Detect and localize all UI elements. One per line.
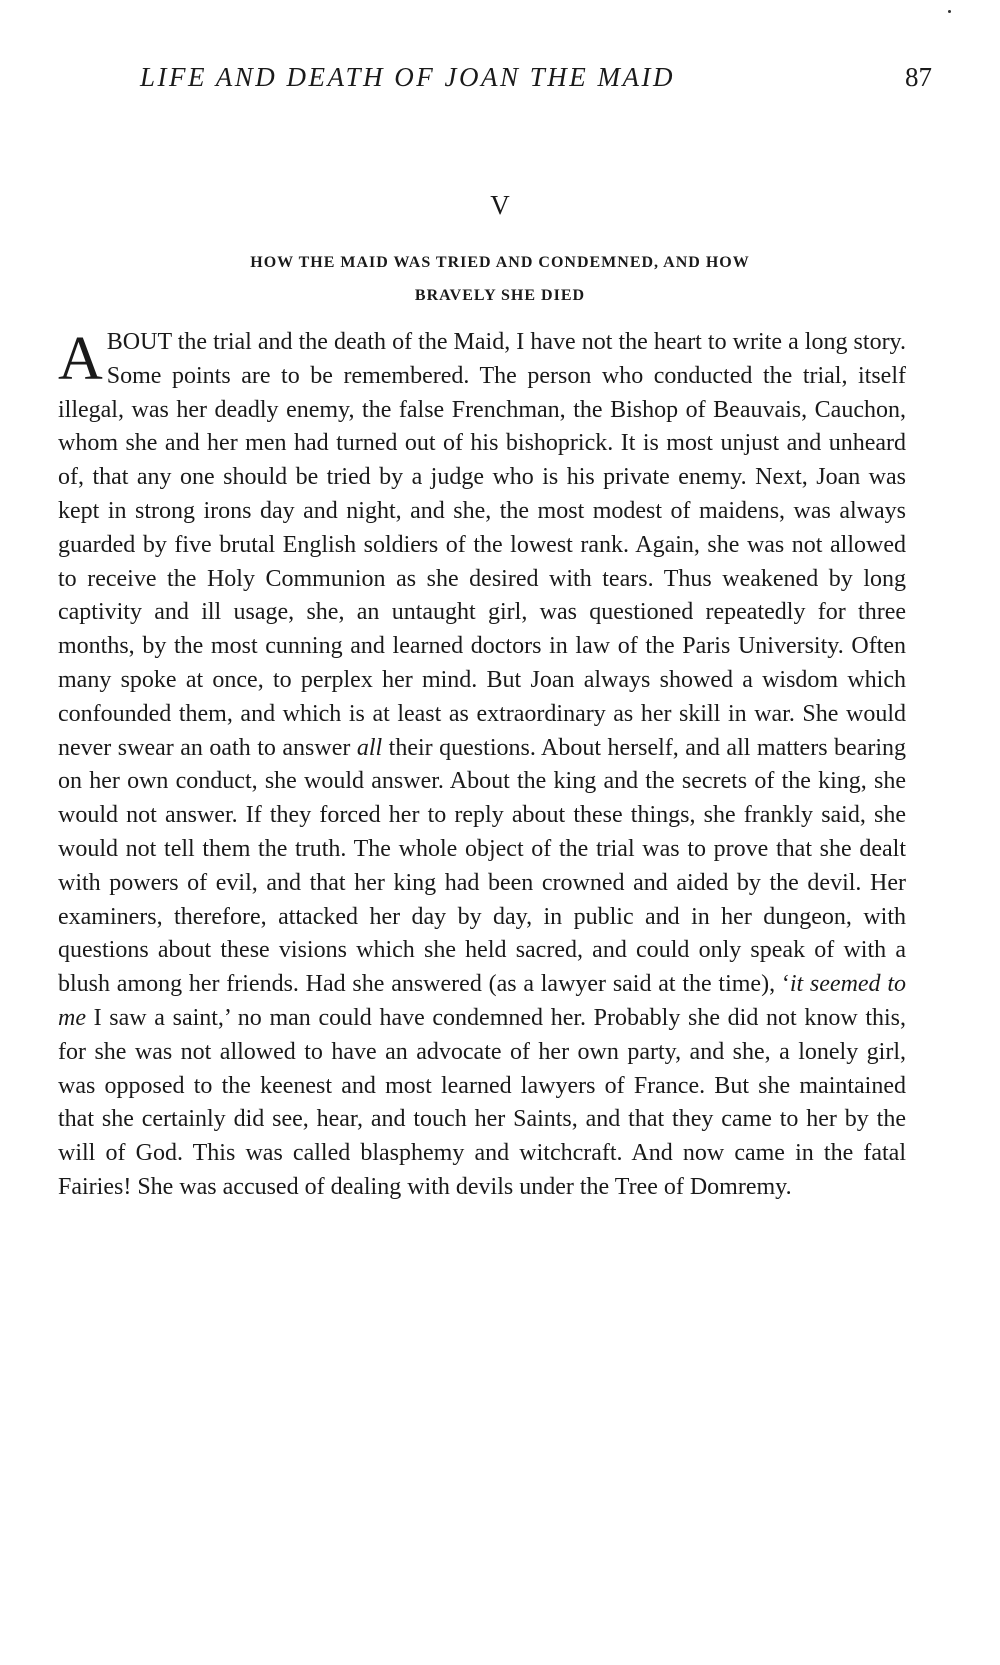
body-paragraph [58, 326, 906, 1205]
print-speck [948, 10, 951, 13]
drop-cap: A [58, 325, 103, 393]
text-segment-3: I saw a saint,’ no man could have condemned her. Probably she did not know this, for she was not allowed to have an advocate of her own party, and she, a lonely girl, was opposed to the keenest and most learned lawyers of France. But she maintained that she certainly did see, hear, and touch her Saints, and that they came to her by the will of God. This was called blasphemy and witchcraft. And now came in the fatal Fairies! She was accused of dealing with devils under the Tree of Domremy. [58, 1004, 906, 1200]
chapter-title-line-1: HOW THE MAID WAS TRIED AND CONDEMNED, AND HOW [250, 254, 750, 271]
emphasis-all: all [356, 734, 383, 761]
chapter-numeral: V [490, 190, 510, 220]
text-segment-2: their questions. About herself, and all matters bearing on her own conduct, she would answer. About the king and the secrets of the king, she would not answer. If they forced her to reply about these things, she frankly said, she would not tell them the truth. The whole object of the trial was to prove that she dealt with powers of evil, and that her king had been crowned and aided by the devil. Her examiners, therefore, attacked her day by day, in public and in her dungeon, with questions about these visions which she held sacred, and could only speak of with a blush among her friends. Had she answered (as a lawyer said at the time), ‘ [58, 734, 907, 998]
page-number: 87 [905, 62, 932, 92]
running-title: LIFE AND DEATH OF JOAN THE MAID [140, 62, 675, 92]
paragraph [58, 326, 906, 1205]
chapter-title [120, 246, 880, 312]
chapter-title-line-2: BRAVELY SHE DIED [414, 287, 586, 304]
text-segment-1: BOUT the trial and the death of the Maid, I have not the heart to write a long story. Some points are to be remembered. The person who conducted the trial, itself illegal, was her deadly enemy, the false Frenchman, the Bishop of Beauvais, Cauchon, whom she and her men had turned out of his bishoprick. It is most unjust and unheard of, that any one should be tried by a judge who is his private enemy. Next, Joan was kept in strong irons day and night, and she, the most modest of maidens, was always guarded by five brutal English soldiers of the lowest rank. Again, she was not allowed to receive the Holy Communion as she desired with tears. Thus weakened by long captivity and ill usage, she, an untaught girl, was questioned repeatedly for three months, by the most cunning and learned doctors in law of the Paris University. Often many spoke at once, to perplex her mind. But Joan always showed a wisdom which confounded them, and which is at least as extraordinary as her skill in war. She would never swear an oath to answer [58, 329, 906, 761]
emphasis-it-seemed-to-me: it seemed to me [58, 971, 906, 1031]
